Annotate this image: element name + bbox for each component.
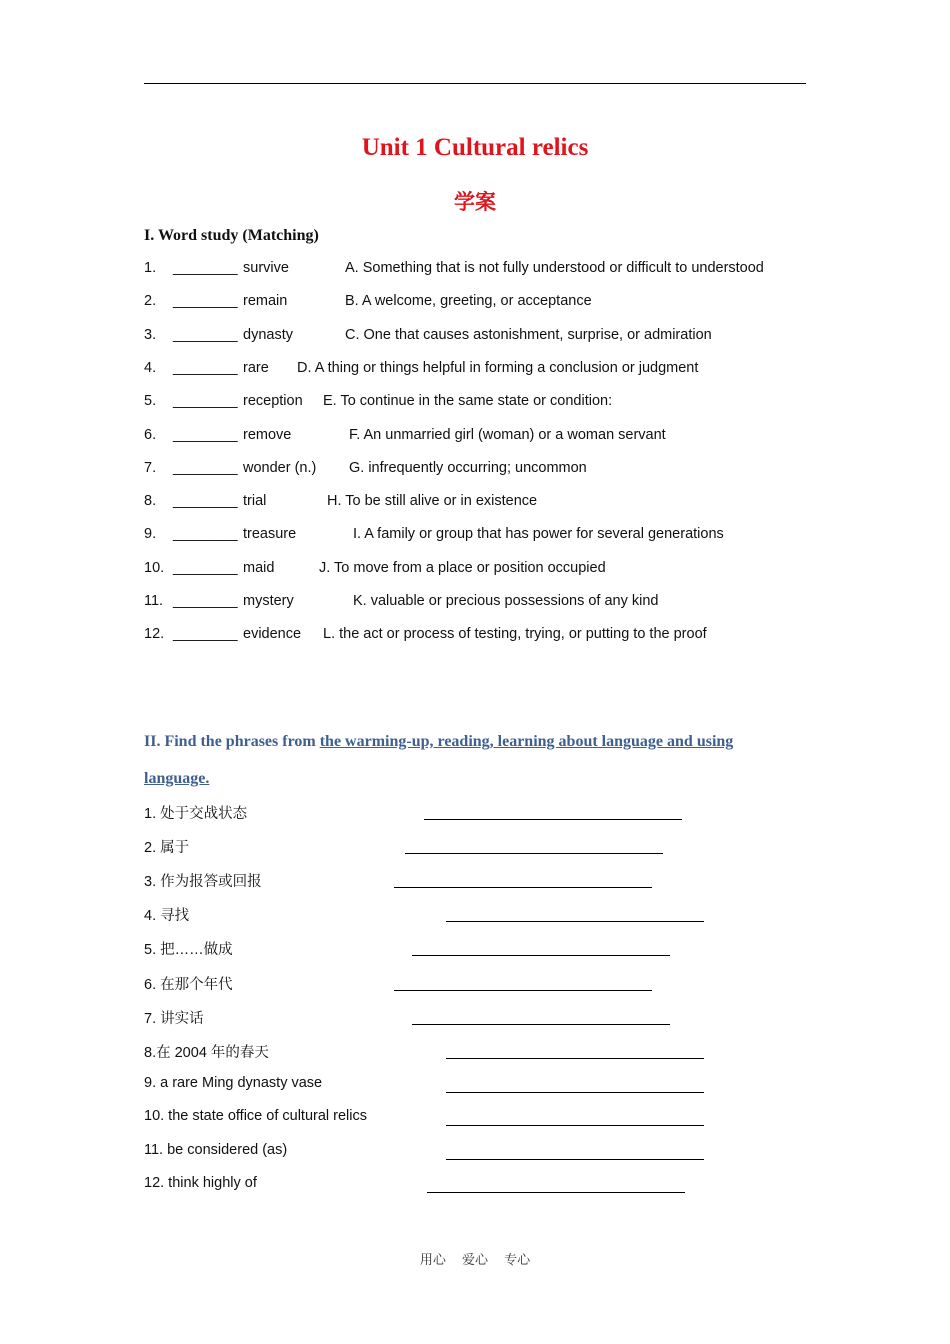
item-word: survive: [243, 260, 289, 276]
section-2-heading: [144, 733, 733, 751]
item-definition: K. valuable or precious possessions of any kind: [353, 593, 659, 609]
item-number: 8.: [144, 493, 157, 510]
item-number: 4.: [144, 359, 157, 376]
section-1-heading: I. Word study (Matching): [144, 227, 319, 244]
item-number: 11.: [144, 593, 164, 609]
header-rule: [144, 83, 806, 84]
item-definition: L. the act or process of testing, trying, or putting to the proof: [323, 626, 707, 643]
item-definition: E. To continue in the same state or condition:: [323, 393, 613, 410]
phrase-text: 12. think highly of: [144, 1175, 257, 1191]
phrase-text: 4. 寻找: [144, 908, 190, 924]
page-title: Unit 1 Cultural relics: [361, 134, 589, 161]
answer-blank[interactable]: ________: [173, 260, 238, 276]
item-word: remain: [243, 293, 288, 310]
answer-blank[interactable]: ________: [173, 593, 238, 609]
answer-blank[interactable]: ________: [173, 426, 238, 443]
phrase-text: 10. the state office of cultural relics: [144, 1108, 367, 1124]
item-definition: C. One that causes astonishment, surprise, or admiration: [345, 326, 712, 343]
answer-line[interactable]: [427, 1192, 685, 1193]
item-word: reception: [243, 393, 303, 410]
answer-line[interactable]: [394, 990, 652, 991]
phrase-text: 6. 在那个年代: [144, 977, 233, 993]
item-word: evidence: [243, 626, 302, 643]
phrase-text: 9. a rare Ming dynasty vase: [144, 1075, 323, 1091]
answer-blank[interactable]: ________: [173, 493, 238, 510]
answer-blank[interactable]: ________: [173, 526, 238, 543]
item-number: 10.: [144, 559, 165, 576]
answer-line[interactable]: [405, 853, 663, 854]
item-number: 7.: [144, 459, 157, 476]
phrase-text: 11. be considered (as): [144, 1142, 288, 1158]
answer-blank[interactable]: ________: [173, 559, 238, 576]
footer: 用心 爱心 专心: [419, 1253, 531, 1268]
section-2-heading-cont: [144, 770, 209, 788]
item-number: 9.: [144, 526, 157, 543]
answer-blank[interactable]: ________: [173, 626, 238, 643]
item-definition: I. A family or group that has power for several generations: [353, 526, 724, 543]
item-definition: F. An unmarried girl (woman) or a woman servant: [349, 426, 666, 443]
item-definition: G. infrequently occurring; uncommon: [349, 459, 587, 476]
answer-blank[interactable]: ________: [173, 459, 238, 476]
answer-blank[interactable]: ________: [173, 393, 238, 410]
item-number: 12.: [144, 626, 165, 643]
item-definition: J. To move from a place or position occupied: [319, 559, 606, 576]
item-word: mystery: [243, 593, 294, 609]
item-word: trial: [243, 493, 267, 510]
item-definition: D. A thing or things helpful in forming a conclusion or judgment: [297, 359, 699, 376]
answer-line[interactable]: [446, 1092, 704, 1093]
phrase-text: 3. 作为报答或回报: [144, 874, 262, 890]
item-word: remove: [243, 426, 292, 443]
item-number: 2.: [144, 293, 157, 310]
item-number: 6.: [144, 426, 157, 443]
phrase-text: 5. 把……做成: [144, 942, 233, 958]
answer-line[interactable]: [446, 921, 704, 922]
item-word: rare: [243, 359, 269, 376]
answer-blank[interactable]: ________: [173, 293, 238, 310]
phrase-text: 2. 属于: [144, 840, 190, 856]
answer-line[interactable]: [394, 887, 652, 888]
phrase-text: 1. 处于交战状态: [144, 806, 248, 822]
phrase-text: 8.在 2004 年的春天: [144, 1045, 269, 1061]
answer-line[interactable]: [412, 955, 670, 956]
answer-blank[interactable]: ________: [173, 359, 238, 376]
item-word: dynasty: [243, 326, 293, 343]
heading-prefix: II. Find the phrases from: [144, 733, 320, 750]
item-definition: H. To be still alive or in existence: [327, 493, 538, 510]
heading-link: the warming-up, reading, learning about language and using: [319, 733, 734, 750]
item-number: 3.: [144, 326, 157, 343]
answer-line[interactable]: [412, 1024, 670, 1025]
phrase-text: 7. 讲实话: [144, 1011, 204, 1027]
item-word: wonder (n.): [243, 459, 317, 476]
answer-line[interactable]: [446, 1159, 704, 1160]
item-number: 1.: [144, 260, 157, 276]
item-number: 5.: [144, 393, 157, 410]
item-word: maid: [243, 559, 275, 576]
answer-blank[interactable]: ________: [173, 326, 238, 343]
item-word: treasure: [243, 526, 297, 543]
answer-line[interactable]: [446, 1058, 704, 1059]
heading-link-cont: language.: [144, 770, 210, 787]
answer-line[interactable]: [424, 819, 682, 820]
item-definition: A. Something that is not fully understood or difficult to understood: [345, 260, 764, 276]
answer-line[interactable]: [446, 1125, 704, 1126]
page-subtitle: 学案: [454, 190, 496, 214]
item-definition: B. A welcome, greeting, or acceptance: [345, 293, 592, 310]
